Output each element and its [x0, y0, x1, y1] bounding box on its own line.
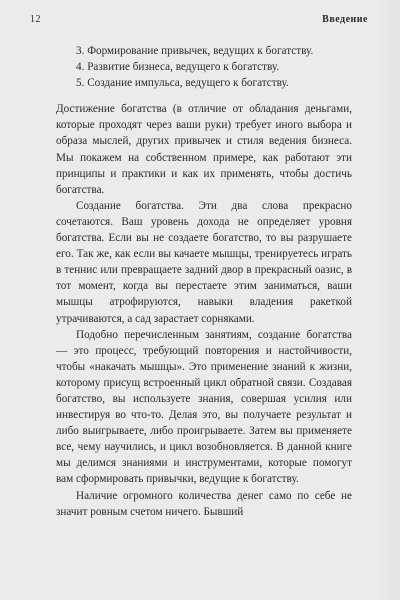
body-text: [56, 43, 352, 520]
list-item: 5. Создание импульса, ведущего к богатству.: [76, 77, 289, 90]
page-number: 12: [30, 14, 41, 25]
paragraph: Достижение богатства (в отличие от обладания деньгами, которые проходят через ваши руки) требует иного выбора и образа мыслей, других привычек и стиля ведения бизнеса. Мы покажем на собственном примере, как работают эти принципы и практики и как их применять, чтобы достичь богатства.: [56, 103, 352, 196]
paragraph: Наличие огромного количества денег само по себе не значит ровным счетом ничего. Бывший: [56, 489, 352, 518]
paragraph: Создание богатства. Эти два слова прекрасно сочетаются. Ваш уровень дохода не определяет уровня богатства. Если вы не создаете богатство, то вы разрушаете его. Так же, как если вы качаете мышцы, тренируетесь играть в теннис или превращаете задний двор в прекрасный оазис, в тот момент, когда вы перестаете этим заниматься, ваши мышцы атрофируются, навыки владения ракеткой утрачиваются, а сад зарастает сорняками.: [56, 199, 352, 325]
page-edge-shadow: [374, 0, 400, 600]
list-item: 4. Развитие бизнеса, ведущего к богатству.: [76, 61, 280, 74]
page-header: [30, 14, 368, 28]
numbered-list: [56, 43, 352, 91]
running-head: Введение: [322, 14, 368, 25]
paragraph: Подобно перечисленным занятиям, создание богатства — это процесс, требующий повторения и настойчивости, чтобы «накачать мышцы». Это применение знаний к жизни, которому присущ встроенный цикл обратной связи. Создавая богатство, вы используете знания, совершая усилия или инвестируя во что-то. Делая это, вы получаете результат и либо выигрываете, либо проигрываете. Затем вы применяете все, чему научились, и цикл возобновляется. В данной книге мы делимся знаниями и инструментами, которые помогут вам сформировать привычки, ведущие к богатству.: [56, 328, 352, 486]
list-item: 3. Формирование привычек, ведущих к богатству.: [76, 45, 314, 57]
